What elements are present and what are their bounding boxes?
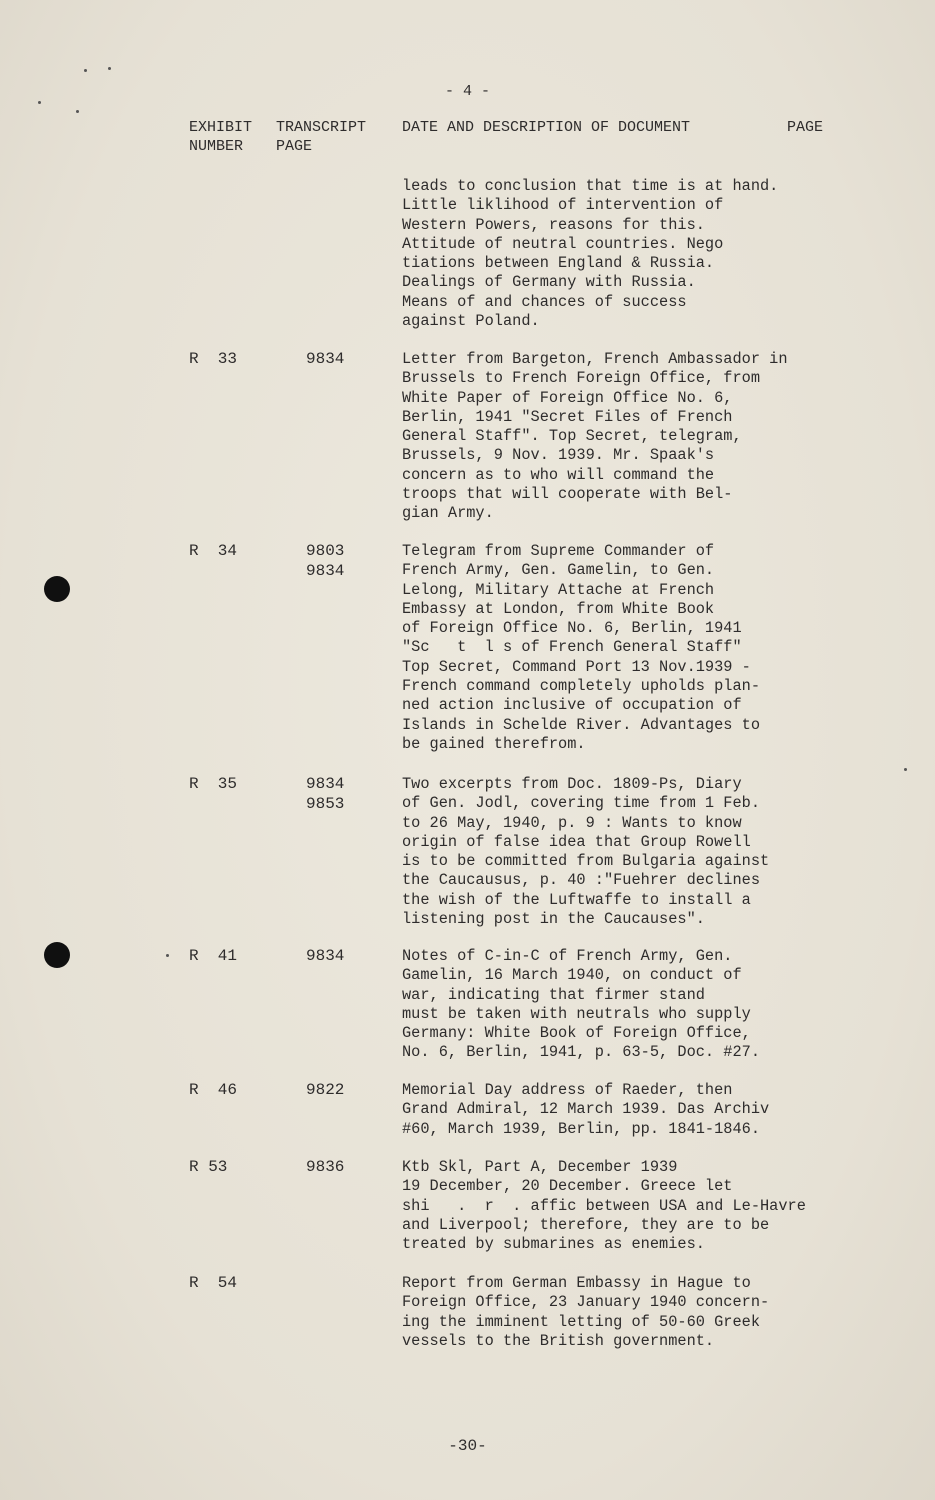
description-line: ing the imminent letting of 50-60 Greek [402,1312,761,1331]
description-line: the Caucausus, p. 40 :"Fuehrer declines [402,871,761,890]
description-line: war, indicating that firmer stand [402,985,705,1004]
description-line: must be taken with neutrals who supply [402,1004,751,1023]
description-line: to 26 May, 1940, p. 9 : Wants to know [402,813,742,832]
transcript-pages [306,1081,344,1101]
description-line: against Poland. [402,312,540,331]
description-line: gian Army. [402,504,494,523]
transcript-pages [306,542,344,581]
entry-description [402,542,760,754]
description-line: vessels to the British government. [402,1331,715,1350]
description-line: Little liklihood of intervention of [402,196,724,215]
description-line: General Staff". Top Secret, telegram, [402,427,742,446]
description-line: #60, March 1939, Berlin, pp. 1841-1846. [402,1119,761,1138]
description-line: Ktb Skl, Part A, December 1939 [402,1158,678,1176]
transcript-pages [306,350,344,370]
description-line: Brussels, 9 Nov. 1939. Mr. Spaak's [402,446,715,465]
description-line: Report from German Embassy in Hague to [402,1274,751,1292]
description-line: concern as to who will command the [402,465,715,484]
transcript-page-number: 9803 [306,542,345,560]
entry-description [402,775,769,929]
description-line: White Paper of Foreign Office No. 6, [402,388,733,407]
description-line: Gamelin, 16 March 1940, on conduct of [402,966,742,985]
description-line: Notes of C-in-C of French Army, Gen. [402,947,733,965]
description-line: of Foreign Office No. 6, Berlin, 1941 [402,619,742,638]
description-line: ned action inclusive of occupation of [402,696,742,715]
entry-description [402,1158,806,1254]
description-line: Top Secret, Command Port 13 Nov.1939 - [402,657,751,676]
exhibit-number: R 53 [189,1158,228,1176]
description-line: origin of false idea that Group Rowell [402,832,751,851]
transcript-page-number: 9822 [306,1081,345,1099]
description-line: Means of and chances of success [402,292,687,311]
paper-speck [76,110,79,113]
description-line: troops that will cooperate with Bel- [402,485,733,504]
header-page: PAGE [787,119,824,136]
paper-speck [904,768,907,771]
description-line: Foreign Office, 23 January 1940 concern- [402,1293,770,1312]
description-line: Grand Admiral, 12 March 1939. Das Archiv [402,1100,770,1119]
header-exhibit-number: EXHIBIT NUMBER [189,119,253,155]
transcript-page-number: 9853 [306,794,345,813]
page-top-number: - 4 - [444,83,490,100]
header-transcript-page: TRANSCRIPT PAGE [276,119,367,155]
exhibit-number: R 46 [189,1081,238,1099]
description-line: of Gen. Jodl, covering time from 1 Feb. [402,794,761,813]
description-line: Berlin, 1941 "Secret Files of French [402,407,733,426]
exhibit-number: R 33 [189,350,238,368]
description-line: Lelong, Military Attache at French [402,580,715,599]
description-line: Embassy at London, from White Book [402,599,715,618]
description-line: Letter from Bargeton, French Ambassador in [402,350,788,368]
entry-description [402,177,778,331]
paper-speck [166,954,169,957]
description-line: No. 6, Berlin, 1941, p. 63-5, Doc. #27. [402,1043,761,1062]
exhibit-number: R 41 [189,947,238,965]
paper-speck [84,69,87,72]
description-line: the wish of the Luftwaffe to install a [402,890,751,909]
description-line: Islands in Schelde River. Advantages to [402,715,761,734]
exhibit-number: R 34 [189,542,238,560]
description-line: Dealings of Germany with Russia. [402,273,696,292]
entry-description [402,1274,769,1351]
page-footer-number: -30- [448,1437,487,1455]
description-line: Western Powers, reasons for this. [402,215,705,234]
description-line: "Sc t l s of French General Staff" [402,638,742,657]
punch-hole-top [44,576,70,602]
transcript-page-number: 9834 [306,561,345,580]
exhibit-number: R 54 [189,1274,238,1292]
description-line: 19 December, 20 December. Greece let [402,1177,733,1196]
transcript-page-number: 9834 [306,350,345,368]
transcript-pages [306,775,344,814]
transcript-page-number: 9834 [306,947,345,965]
header-description: DATE AND DESCRIPTION OF DOCUMENT [402,119,691,136]
description-line: French command completely upholds plan- [402,677,761,696]
description-line: Two excerpts from Doc. 1809-Ps, Diary [402,775,742,793]
transcript-page-number: 9834 [306,775,345,793]
description-line: leads to conclusion that time is at hand. [402,177,779,195]
transcript-pages [306,947,344,967]
entry-description [402,947,760,1063]
paper-speck [108,67,111,70]
description-line: treated by submarines as enemies. [402,1235,705,1254]
description-line: shi . r . affic between USA and Le-Havre [402,1196,806,1215]
entry-description [402,350,788,524]
description-line: Brussels to French Foreign Office, from [402,369,761,388]
paper-speck [38,101,41,104]
description-line: and Liverpool; therefore, they are to be [402,1215,770,1234]
description-line: Attitude of neutral countries. Nego [402,234,724,253]
punch-hole-bottom [44,942,70,968]
entry-description [402,1081,769,1139]
description-line: Telegram from Supreme Commander of [402,542,715,560]
transcript-pages [306,1158,344,1178]
description-line: tiations between England & Russia. [402,254,715,273]
description-line: French Army, Gen. Gamelin, to Gen. [402,561,715,580]
exhibit-number: R 35 [189,775,238,793]
description-line: listening post in the Caucauses". [402,910,705,929]
description-line: is to be committed from Bulgaria against [402,852,770,871]
description-line: Memorial Day address of Raeder, then [402,1081,733,1099]
transcript-page-number: 9836 [306,1158,345,1176]
description-line: be gained therefrom. [402,734,586,753]
description-line: Germany: White Book of Foreign Office, [402,1024,751,1043]
